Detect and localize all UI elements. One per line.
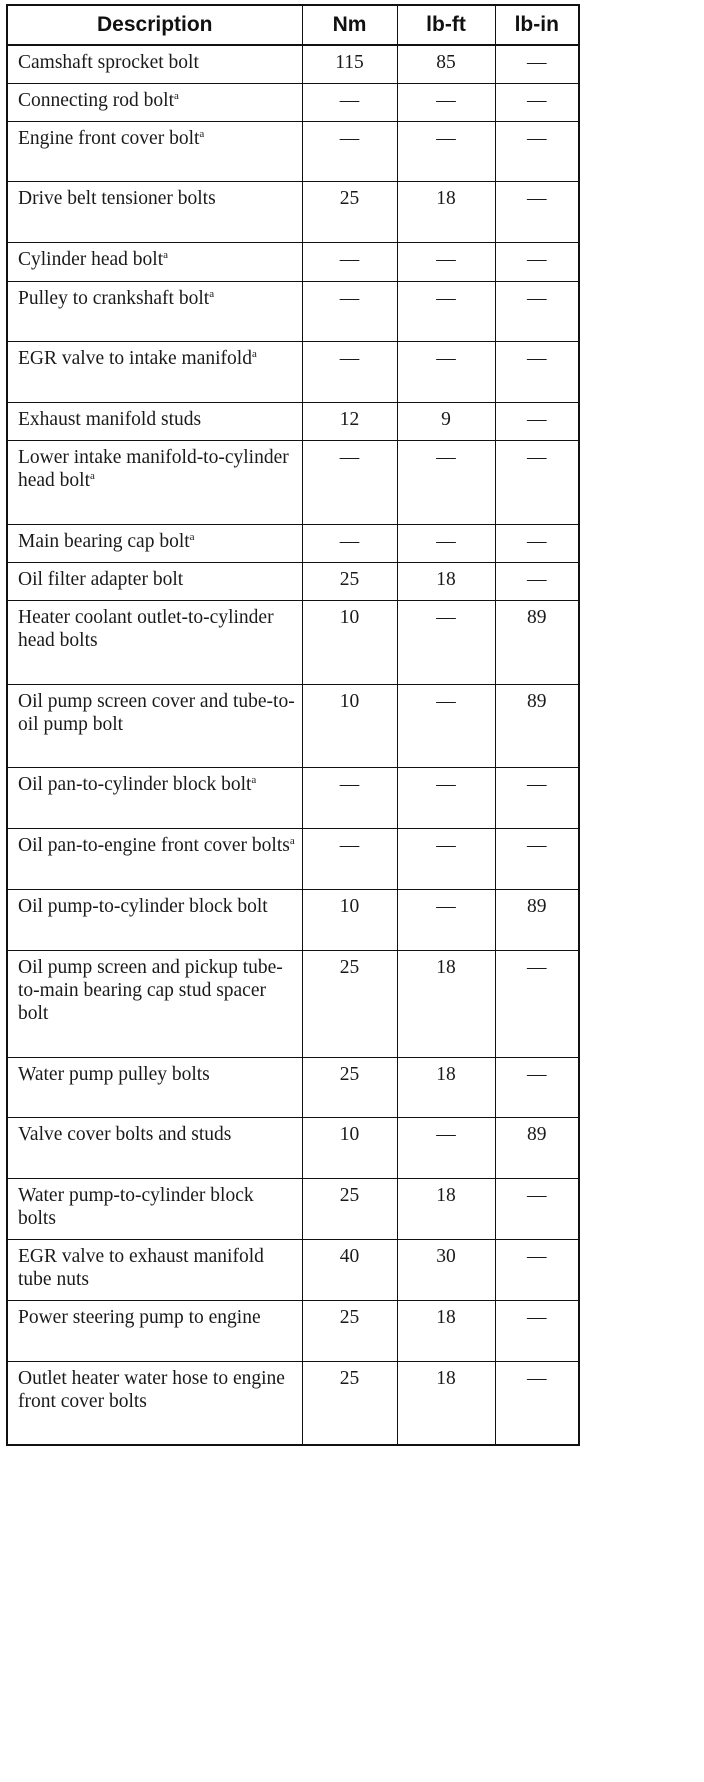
value-nm: 25 xyxy=(302,1057,397,1117)
description-text: Exhaust manifold studs xyxy=(18,408,202,430)
value-lb-ft: — xyxy=(397,1117,495,1178)
value-lb-in: — xyxy=(495,767,579,828)
value-nm: 25 xyxy=(302,950,397,1057)
value-lb-in: — xyxy=(495,1361,579,1445)
value-nm: — xyxy=(302,341,397,402)
description-text: Pulley to crankshaft bolt xyxy=(18,287,210,309)
description-text: Valve cover bolts and studs xyxy=(18,1123,232,1145)
footnote-marker: a xyxy=(173,89,179,102)
value-lb-in: — xyxy=(495,562,579,600)
value-lb-in: 89 xyxy=(495,684,579,767)
value-lb-ft: — xyxy=(397,767,495,828)
table-row xyxy=(7,684,579,767)
row-description xyxy=(7,889,302,950)
value-lb-ft: — xyxy=(397,600,495,684)
row-description xyxy=(7,121,302,181)
description-text: Oil pump screen cover and tube-to-oil pump bolt xyxy=(18,690,295,735)
footnote-marker: a xyxy=(289,834,295,847)
value-lb-ft: — xyxy=(397,684,495,767)
table-row xyxy=(7,828,579,889)
value-lb-in: — xyxy=(495,181,579,242)
value-lb-in: — xyxy=(495,1178,579,1239)
description-text: Oil pump-to-cylinder block bolt xyxy=(18,895,268,917)
description-text: Oil pump screen and pickup tube-to-main bearing cap stud spacer bolt xyxy=(18,956,283,1024)
row-description xyxy=(7,562,302,600)
row-description xyxy=(7,767,302,828)
table-row xyxy=(7,1300,579,1361)
table-body xyxy=(7,45,579,1445)
torque-spec-table xyxy=(6,4,580,1446)
value-lb-ft: 18 xyxy=(397,562,495,600)
value-nm: — xyxy=(302,828,397,889)
table-row xyxy=(7,1057,579,1117)
table-row xyxy=(7,1117,579,1178)
value-lb-in: — xyxy=(495,828,579,889)
table-row xyxy=(7,562,579,600)
table-row xyxy=(7,440,579,524)
row-description xyxy=(7,600,302,684)
row-description xyxy=(7,684,302,767)
value-nm: 25 xyxy=(302,1178,397,1239)
table-row xyxy=(7,1239,579,1300)
value-nm: 10 xyxy=(302,1117,397,1178)
value-nm: 10 xyxy=(302,684,397,767)
value-lb-in: — xyxy=(495,341,579,402)
row-description xyxy=(7,1178,302,1239)
value-lb-ft: — xyxy=(397,121,495,181)
row-description xyxy=(7,440,302,524)
value-lb-in: — xyxy=(495,1057,579,1117)
value-lb-ft: — xyxy=(397,889,495,950)
footnote-marker: a xyxy=(90,469,95,482)
value-lb-ft: 18 xyxy=(397,1361,495,1445)
description-text: Outlet heater water hose to engine front cover bolts xyxy=(18,1367,285,1412)
value-nm: 25 xyxy=(302,562,397,600)
value-lb-ft: 85 xyxy=(397,45,495,83)
header-row xyxy=(7,5,579,45)
description-text: EGR valve to intake manifold xyxy=(18,347,252,369)
value-lb-in: — xyxy=(495,440,579,524)
value-lb-ft: — xyxy=(397,440,495,524)
value-lb-in: — xyxy=(495,242,579,281)
value-nm: — xyxy=(302,767,397,828)
description-text: Drive belt tensioner bolts xyxy=(18,187,216,209)
value-lb-in: — xyxy=(495,402,579,440)
table-row xyxy=(7,889,579,950)
value-nm: 25 xyxy=(302,1361,397,1445)
row-description xyxy=(7,281,302,341)
value-nm: — xyxy=(302,440,397,524)
value-nm: — xyxy=(302,83,397,121)
header-description: Description xyxy=(7,5,302,45)
row-description xyxy=(7,402,302,440)
value-nm: — xyxy=(302,524,397,562)
table-row xyxy=(7,767,579,828)
row-description xyxy=(7,950,302,1057)
footnote-marker: a xyxy=(209,287,215,300)
row-description xyxy=(7,1239,302,1300)
value-lb-in: 89 xyxy=(495,1117,579,1178)
footnote-marker: a xyxy=(189,530,195,543)
value-lb-ft: — xyxy=(397,341,495,402)
value-lb-in: 89 xyxy=(495,600,579,684)
value-lb-in: — xyxy=(495,1239,579,1300)
description-text: Water pump-to-cylinder block bolts xyxy=(18,1184,254,1229)
table-row xyxy=(7,600,579,684)
description-text: Oil pan-to-engine front cover bolts xyxy=(18,834,290,856)
description-text: Main bearing cap bolt xyxy=(18,530,190,552)
description-text: EGR valve to exhaust manifold tube nuts xyxy=(18,1245,264,1290)
value-nm: 25 xyxy=(302,1300,397,1361)
row-description xyxy=(7,341,302,402)
value-nm: 10 xyxy=(302,600,397,684)
value-lb-in: 89 xyxy=(495,889,579,950)
description-text: Oil pan-to-cylinder block bolt xyxy=(18,773,252,795)
table-row xyxy=(7,950,579,1057)
description-text: Lower intake manifold-to-cylinder head bolt xyxy=(18,446,289,491)
row-description xyxy=(7,1117,302,1178)
row-description xyxy=(7,242,302,281)
table-row xyxy=(7,242,579,281)
value-lb-in: — xyxy=(495,1300,579,1361)
description-text: Cylinder head bolt xyxy=(18,248,164,270)
footnote-marker: a xyxy=(251,773,257,786)
row-description xyxy=(7,1057,302,1117)
value-nm: 25 xyxy=(302,181,397,242)
value-lb-ft: — xyxy=(397,281,495,341)
table-row xyxy=(7,45,579,83)
footnote-marker: a xyxy=(163,248,169,261)
table-row xyxy=(7,1361,579,1445)
value-lb-in: — xyxy=(495,121,579,181)
header-lb-in: lb-in xyxy=(495,5,579,45)
row-description xyxy=(7,1300,302,1361)
row-description xyxy=(7,181,302,242)
footnote-marker: a xyxy=(251,347,257,360)
value-lb-ft: — xyxy=(397,524,495,562)
row-description xyxy=(7,1361,302,1445)
value-lb-ft: — xyxy=(397,828,495,889)
value-lb-ft: 9 xyxy=(397,402,495,440)
description-text: Power steering pump to engine xyxy=(18,1306,261,1328)
value-nm: — xyxy=(302,242,397,281)
row-description xyxy=(7,524,302,562)
value-lb-ft: 30 xyxy=(397,1239,495,1300)
table-row xyxy=(7,341,579,402)
value-nm: — xyxy=(302,121,397,181)
value-lb-in: — xyxy=(495,83,579,121)
table-row xyxy=(7,181,579,242)
value-nm: — xyxy=(302,281,397,341)
table-row xyxy=(7,402,579,440)
value-nm: 40 xyxy=(302,1239,397,1300)
value-lb-ft: — xyxy=(397,242,495,281)
table-row xyxy=(7,1178,579,1239)
value-lb-in: — xyxy=(495,281,579,341)
value-lb-in: — xyxy=(495,45,579,83)
value-lb-ft: 18 xyxy=(397,1178,495,1239)
description-text: Engine front cover bolt xyxy=(18,127,200,149)
value-nm: 115 xyxy=(302,45,397,83)
table-row xyxy=(7,83,579,121)
value-lb-ft: 18 xyxy=(397,1057,495,1117)
value-lb-in: — xyxy=(495,950,579,1057)
row-description xyxy=(7,83,302,121)
value-lb-in: — xyxy=(495,524,579,562)
value-lb-ft: 18 xyxy=(397,950,495,1057)
value-lb-ft: 18 xyxy=(397,1300,495,1361)
table-row xyxy=(7,524,579,562)
header-lb-ft: lb-ft xyxy=(397,5,495,45)
description-text: Heater coolant outlet-to-cylinder head bolts xyxy=(18,606,274,651)
row-description xyxy=(7,45,302,83)
description-text: Connecting rod bolt xyxy=(18,89,174,111)
value-nm: 10 xyxy=(302,889,397,950)
description-text: Water pump pulley bolts xyxy=(18,1063,210,1085)
description-text: Camshaft sprocket bolt xyxy=(18,52,199,73)
row-description xyxy=(7,828,302,889)
description-text: Oil filter adapter bolt xyxy=(18,568,184,590)
table-row xyxy=(7,121,579,181)
value-lb-ft: — xyxy=(397,83,495,121)
value-nm: 12 xyxy=(302,402,397,440)
footnote-marker: a xyxy=(199,127,205,140)
table-row xyxy=(7,281,579,341)
header-nm: Nm xyxy=(302,5,397,45)
value-lb-ft: 18 xyxy=(397,181,495,242)
